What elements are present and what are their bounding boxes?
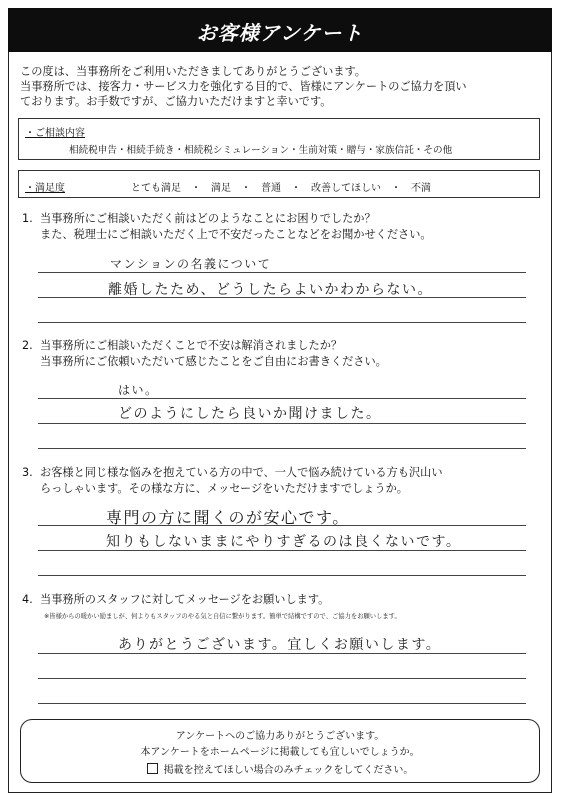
- footer-line: 本アンケートをホームページに掲載しても宜しいでしょうか。: [140, 747, 420, 758]
- question-text: 当事務所にご依頼いただいて感じたことをご自由にお書きください。: [40, 354, 387, 368]
- handwritten-answer: ありがとうございます。宜しくお願いします。: [118, 637, 442, 653]
- handwritten-answer: はい。: [118, 383, 159, 397]
- question-number: 1.: [22, 212, 33, 225]
- satisfaction-label: ・満足度: [25, 183, 65, 194]
- note-text: ※皆様からの暖かい励ましが、何よりもスタッフのやる気と自信に繋がります。簡単で結構ですので、ご協力をお願いします。: [44, 613, 401, 620]
- page-title: お客様アンケート: [196, 21, 364, 45]
- question-text: お客様と同じ様な悩みを抱えている方の中で、一人で悩み続けている方も沢山い: [40, 466, 443, 479]
- satisfaction-options[interactable]: とても満足 ・ 満足 ・ 普通 ・ 改善してほしい ・ 不満: [131, 183, 431, 194]
- question-text: 当事務所にご相談いただくことで不安は解消されましたか？: [40, 339, 343, 352]
- consult-label: ・ご相談内容: [25, 128, 85, 139]
- consult-items: 相続税申告・相続手続き・相続税シミュレーション・生前対策・贈与・家族信託・その他: [69, 145, 453, 156]
- question-number: 2.: [22, 339, 33, 352]
- answer-line: [38, 322, 526, 323]
- question-3: [22, 465, 443, 496]
- title-bar: [8, 8, 552, 52]
- question-text: 当事務所のスタッフに対してメッセージをお願いします。: [40, 593, 330, 606]
- intro-text: [20, 64, 540, 109]
- intro-line: 当事務所では、接客力・サービス力を強化する目的で、皆様にアンケートのご協力を頂い: [20, 80, 467, 93]
- answer-line: [38, 575, 526, 576]
- answer-line: [38, 398, 526, 399]
- handwritten-answer: どのようにしたら良いか聞けました。: [118, 406, 382, 422]
- footer-box: [20, 719, 540, 783]
- question-1: [22, 211, 432, 242]
- question-2: [22, 338, 387, 369]
- handwritten-answer: 知りもしないままにやりすぎるのは良くないです。: [106, 534, 462, 550]
- footer-line: アンケートへのご協力ありがとうございます。: [175, 731, 385, 742]
- answer-line: [38, 703, 526, 704]
- question-text: らっしゃいます。その様な方に、メッセージをいただけますでしょうか。: [40, 481, 408, 495]
- footer-line: 掲載を控えてほしい場合のみチェックをしてください。: [163, 765, 414, 776]
- intro-line: この度は、当事務所をご利用いただきましてありがとうございます。: [20, 65, 366, 78]
- handwritten-answer: マンションの名義について: [110, 257, 272, 271]
- answer-line: [38, 678, 526, 679]
- handwritten-answer: 離婚したため、どうしたらよいかわからない。: [108, 282, 433, 298]
- answer-line: [38, 423, 526, 424]
- handwritten-answer: 専門の方に聞くのが安心です。: [106, 508, 350, 527]
- intro-line: ております。お手数ですが、ご協力いただけますと幸いです。: [20, 95, 332, 108]
- consult-box: [18, 118, 540, 160]
- question-4: [22, 592, 329, 608]
- question-text: 当事務所にご相談いただく前はどのようなことにお困りでしたか？: [40, 212, 376, 225]
- answer-line: [38, 272, 526, 273]
- satisfaction-box: [18, 170, 540, 198]
- publish-opt-out-checkbox[interactable]: [147, 763, 158, 774]
- question-text: また、税理士にご相談いただく上で不安だったことなどをお聞かせください。: [40, 227, 432, 241]
- footer-check-row: [21, 761, 539, 776]
- question-number: 3.: [22, 466, 33, 479]
- answer-line: [38, 448, 526, 449]
- question-number: 4.: [22, 593, 33, 606]
